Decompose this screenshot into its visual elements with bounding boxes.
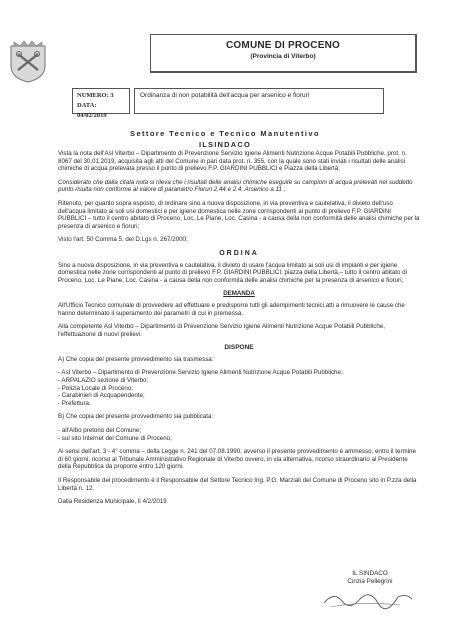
list-item: - sul sito Internet del Comune di Proceno; bbox=[58, 434, 172, 442]
list-item: - all'Albo pretorio del Comune; bbox=[58, 427, 142, 435]
paragraph-ordina: Sino a nuova disposizione, in via preventiva e cautelativa, il divieto di usare l'acqua limitato ai soli usi di impianti e per igiene domestica nelle zone corrispondenti al punto di prelievo F.P. GIARDINI PUBBLICI, piazza della Libertà,– tutto il centro abitato di Proceno, Loc. Le Piane, Loc. Casina - a causa della non conformità delle analisi chimiche per la presenza di arsenico e fioruri; bbox=[58, 261, 407, 284]
signature-block bbox=[330, 570, 410, 586]
paragraph-visto: Visto l'art. 50 Comma 5, del D.Lgs n. 267/2000; bbox=[58, 236, 188, 244]
ordinance-subject: Ordinanza di non potabilità dell'acqua per arsenico e fioruri bbox=[134, 88, 384, 114]
paragraph-dispone-b: B) Che copia del presente provvedimento sia pubblicata: bbox=[58, 413, 214, 421]
list-item: - Carabinieri di Acquapendente; bbox=[58, 392, 145, 400]
ordinance-number-box bbox=[72, 88, 130, 119]
list-item: - Polizia Locale di Proceno; bbox=[58, 384, 133, 392]
municipal-crest-icon bbox=[8, 40, 48, 84]
paragraph-vista: Vista la nota dell'Asl Viterbo – Dipartimento di Prevenzione Servizio Igiene Alimenti Nutrizione Acque Potabili Pubbliche, prot. n. 8067 del 30.01.2019, acquisita agli atti del Comune in pari data prot. n. 355, con la quale sono stati inviati i risultati delle analisi chimiche di acqua prelevata presso il punto di prelievo F.P. GIARDINI PUBBLICI e Piazza della Libertà; bbox=[58, 150, 407, 173]
signature-name: Cinzia Pellegrini bbox=[347, 578, 393, 585]
paragraph-demanda-utc: All'Ufficio Tecnico comunale di provvedere ad effettuare e predisporre tutti gli adempimenti tecnici atti a rimuovere le cause che hanno determinato il superamento dei parametri di cui in premessa. bbox=[58, 301, 405, 317]
ordinance-body bbox=[58, 150, 420, 512]
dispone-heading: DISPONE bbox=[224, 344, 254, 352]
paragraph-place-date: Dalla Residenza Municipale, lì 4/2/2019 bbox=[58, 498, 167, 506]
paragraph-demanda-asl: Alla competente Asl Viterbo – Dipartimento di Prevenzione Servizio Igiene Alimenti Nutrizione Acque Potabili Pubbliche, l'effettuazione di nuovi prelievi. bbox=[58, 323, 385, 338]
handwritten-signature-icon bbox=[320, 585, 415, 611]
demanda-heading: DEMANDA bbox=[223, 290, 255, 298]
municipality-name: COMUNE DI PROCENO bbox=[226, 40, 340, 51]
signature-role: IL SINDACO bbox=[352, 570, 388, 577]
ordinance-date: DATA: 04/02/2019 bbox=[77, 102, 107, 119]
mayor-heading: ILSINDACO bbox=[198, 140, 252, 149]
list-item: - ARPALAZIO sezione di Viterbo; bbox=[58, 377, 149, 385]
province-name: (Provincia di Viterbo) bbox=[250, 53, 316, 60]
list-item: - Asl Viterbo – Dipartimento di Prevenzione Servizio Igiene Alimenti Nutrizione Acque Potabili Pubbliche; bbox=[58, 369, 343, 377]
paragraph-ritenuto: Ritenuto, per quanto sopra esposto, di ordinare sino a nuova disposizione, in via preventiva e cautelativa, il divieto dell'uso dell'acqua limitato ai soli usi domestici e per igiene domestica nelle zone corrispondenti al punto di prelievo F.P. GIARDINI PUBBLICI – tutto il centro abitato di Proceno, Loc. Le Piane, Loc. Casina - a causa della non conformità delle analisi chimiche per la presenza di arsenico e fioruri; bbox=[58, 199, 420, 230]
paragraph-ricorso: Ai sensi dell'art. 3 - 4° comma – della Legge n. 241 del 07.08.1990, avverso il presente provvedimento è ammesso, entro il termine di 60 giorni, ricorso al Tribunale Amministrativo Regionale di Viterbo ovvero, in via alternativa, ricorso straordinario al Presidente della Repubblica da proporre entro 120 giorni. bbox=[58, 448, 416, 471]
ordina-heading: ORDINA bbox=[219, 249, 259, 257]
paragraph-considerato: Considerato che dalla citata nota si rileva che i risultati delle analisi chimiche eseguite su campioni di acqua prelevati nel suddetto punto risulta non conforme al valore di parametro Floruri 2,44 e 2.4, Arsenico a 11 ; bbox=[58, 178, 413, 194]
sector-heading: Settore Tecnico e Tecnico Manutentivo bbox=[130, 129, 320, 138]
ordinance-number: NUMERO: 3 bbox=[77, 92, 114, 99]
recipients-list bbox=[58, 369, 420, 407]
paragraph-responsabile: Il Responsabile del procedimento è il Responsabile del Settore Tecnico Ing. P.G. Marziali del Comune di Proceno sito in P.zza della Libertà n. 12. bbox=[58, 477, 417, 492]
paragraph-dispone-a: A) Che copia del presente provvedimento sia trasmessa: bbox=[58, 355, 214, 363]
municipality-header bbox=[150, 34, 417, 73]
list-item: - Prefettura. bbox=[58, 399, 91, 407]
publication-list bbox=[58, 427, 420, 442]
